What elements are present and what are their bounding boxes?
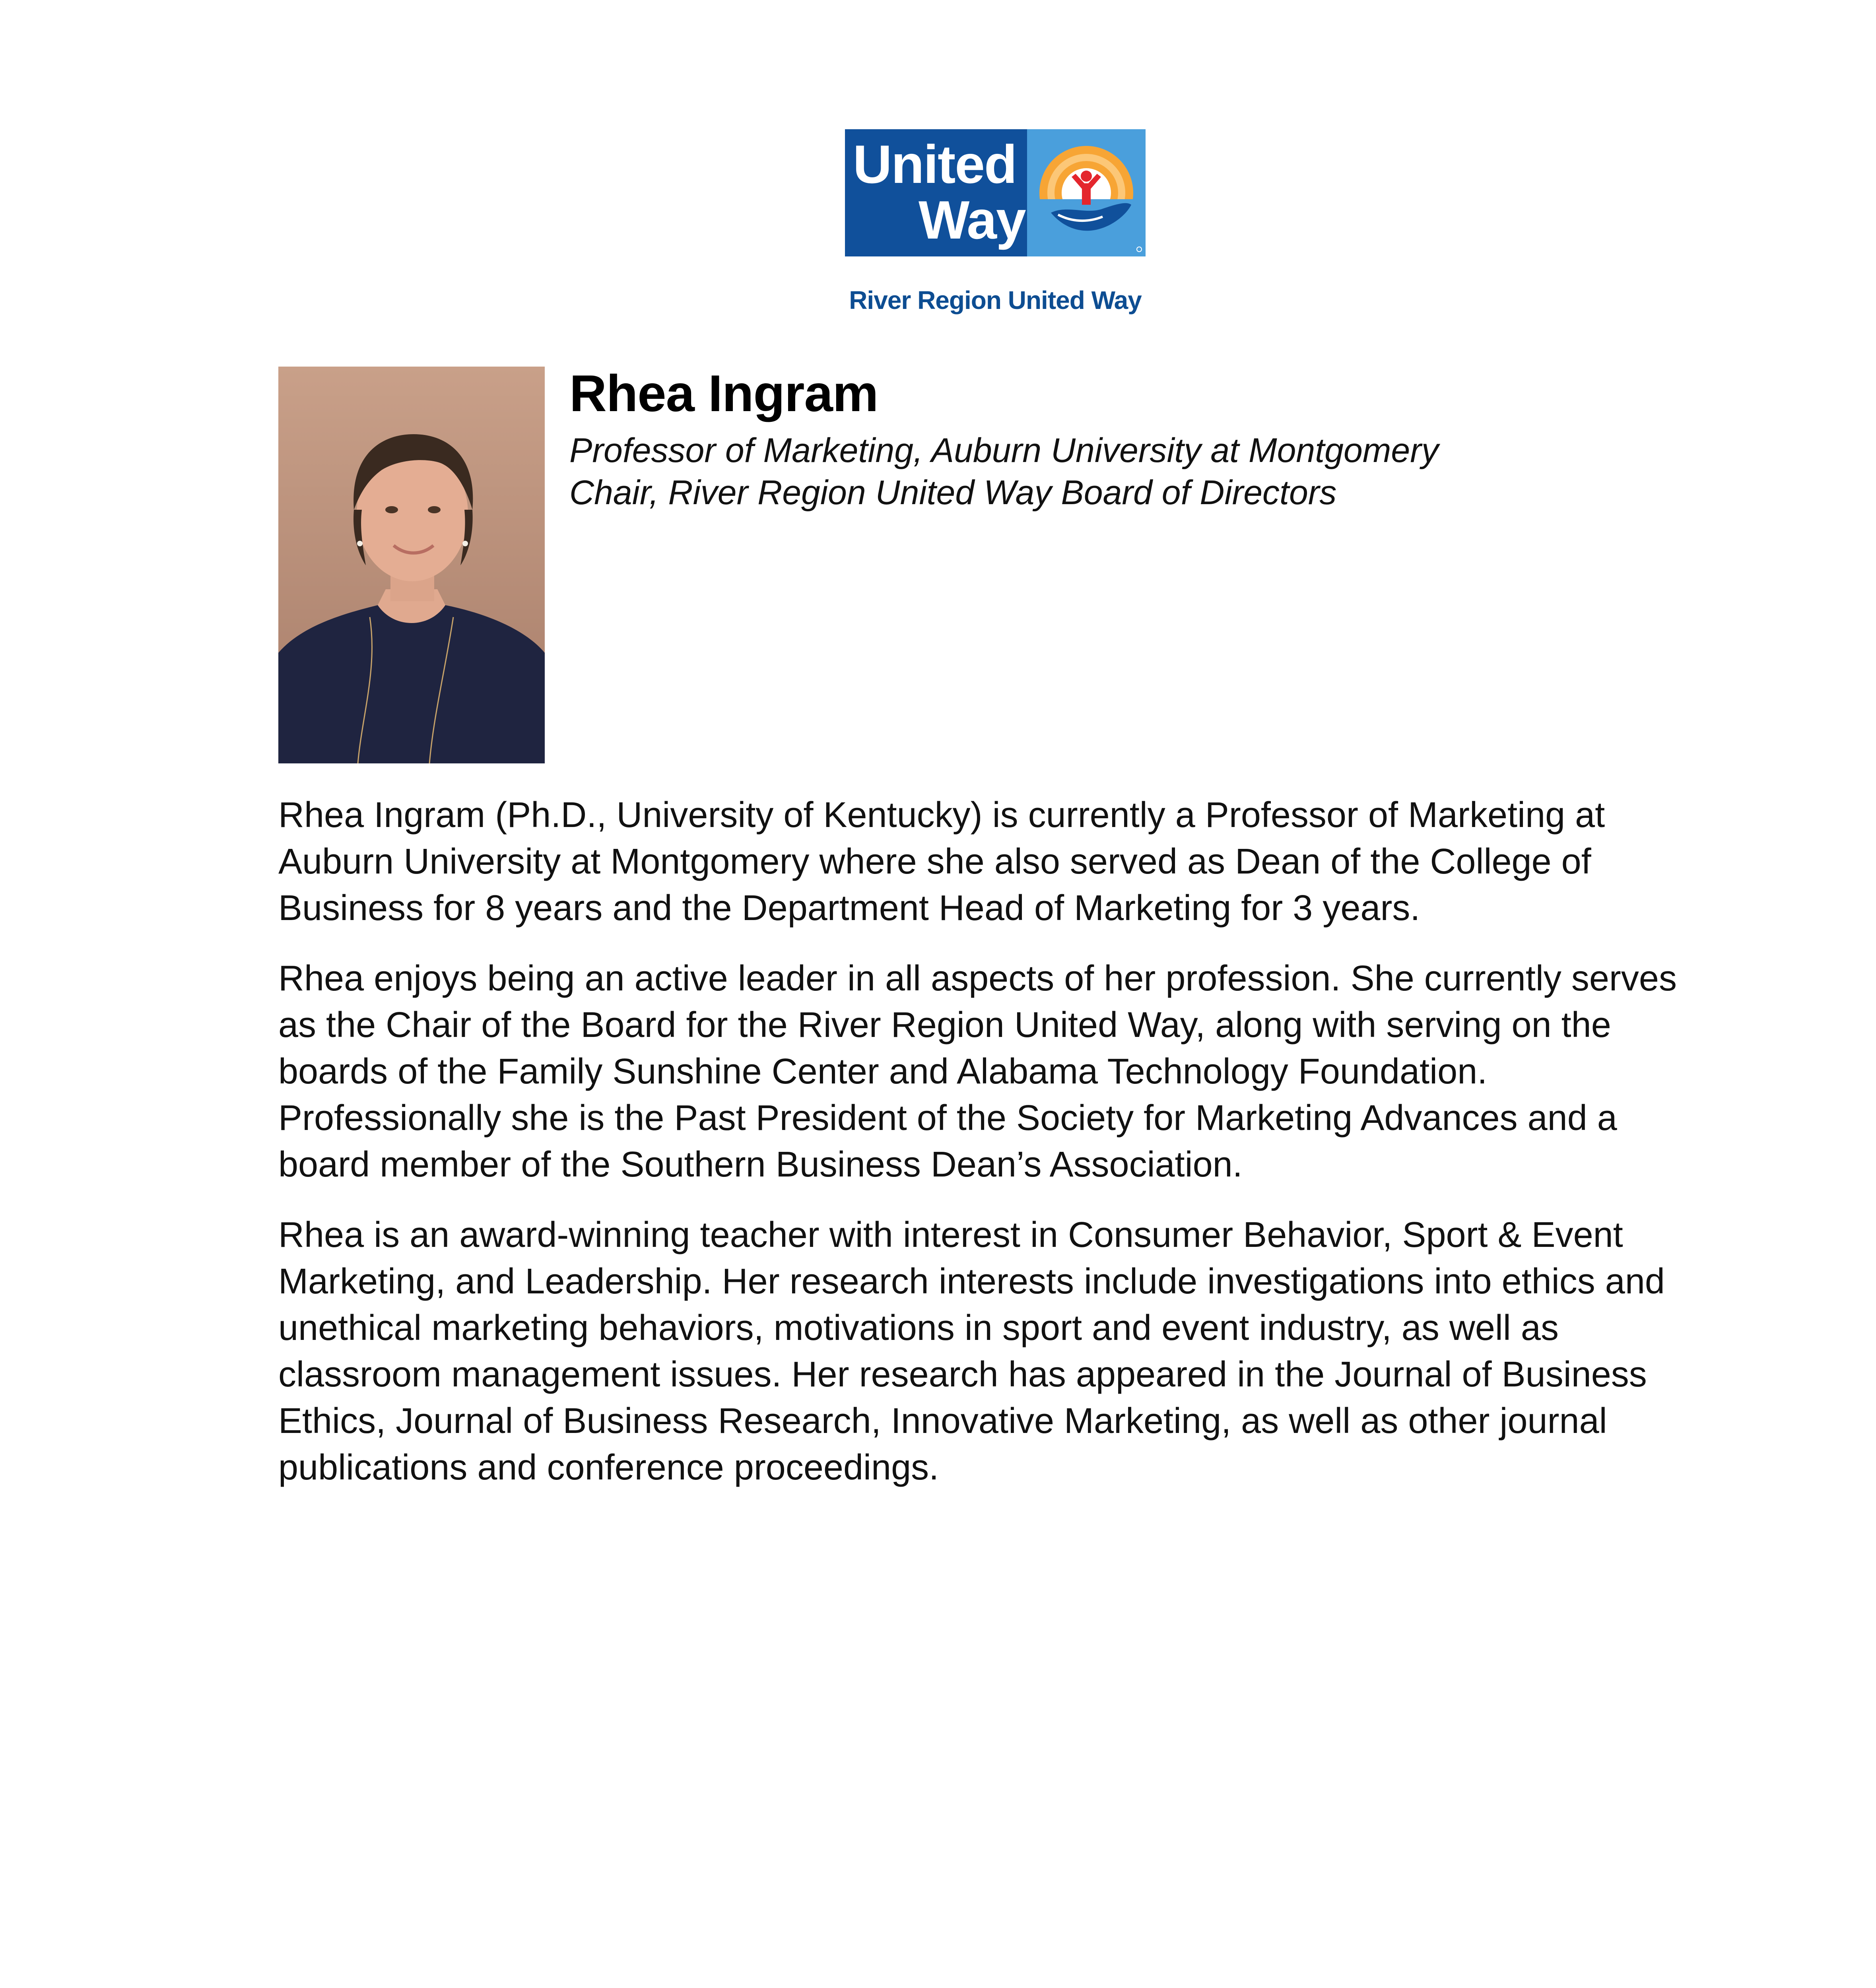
logo-word-united: United [853, 134, 1017, 194]
logo-wordmark-panel [845, 129, 1027, 256]
person-role-board: Chair, River Region United Way Board of Directors [569, 474, 1337, 512]
logo-emblem-panel [1027, 129, 1146, 256]
portrait-image [278, 367, 545, 763]
biography [278, 792, 1718, 1515]
bio-paragraph-leadership: Rhea enjoys being an active leader in all aspects of her profession. She currently serves as the Chair of the Board for the River Region United Way, along with serving on the boards of the Family Sunshine Center and Alabama Technology Foundation. Professionally she is the Past President of the Society for Marketing Advances and a board member of the Southern Business Dean’s Association. [278, 959, 1677, 1184]
person-name: Rhea Ingram [569, 364, 878, 422]
org-name: River Region United Way [849, 286, 1142, 315]
person-role-title: Professor of Marketing, Auburn University at Montgomery [569, 431, 1439, 470]
united-way-logo [845, 129, 1146, 256]
bio-paragraph-research: Rhea is an award-winning teacher with interest in Consumer Behavior, Sport & Event Marketing, and Leadership. Her research interests include investigations into ethics and unethical marketing behaviors, motivations in sport and event industry, as well as classroom management issues. Her research has appeared in the Journal of Business Ethics, Journal of Business Research, Innovative Marketing, as well as other journal publications and conference proceedings. [278, 1215, 1665, 1487]
sunrise-hand-icon [1027, 129, 1146, 256]
profile-photo [278, 367, 545, 763]
bio-paragraph-education: Rhea Ingram (Ph.D., University of Kentucky) is currently a Professor of Marketing at Auburn University at Montgomery where she also served as Dean of the College of Business for 8 years and the Department Head of Marketing for 3 years. [278, 795, 1605, 928]
logo-word-way: Way [919, 190, 1025, 250]
